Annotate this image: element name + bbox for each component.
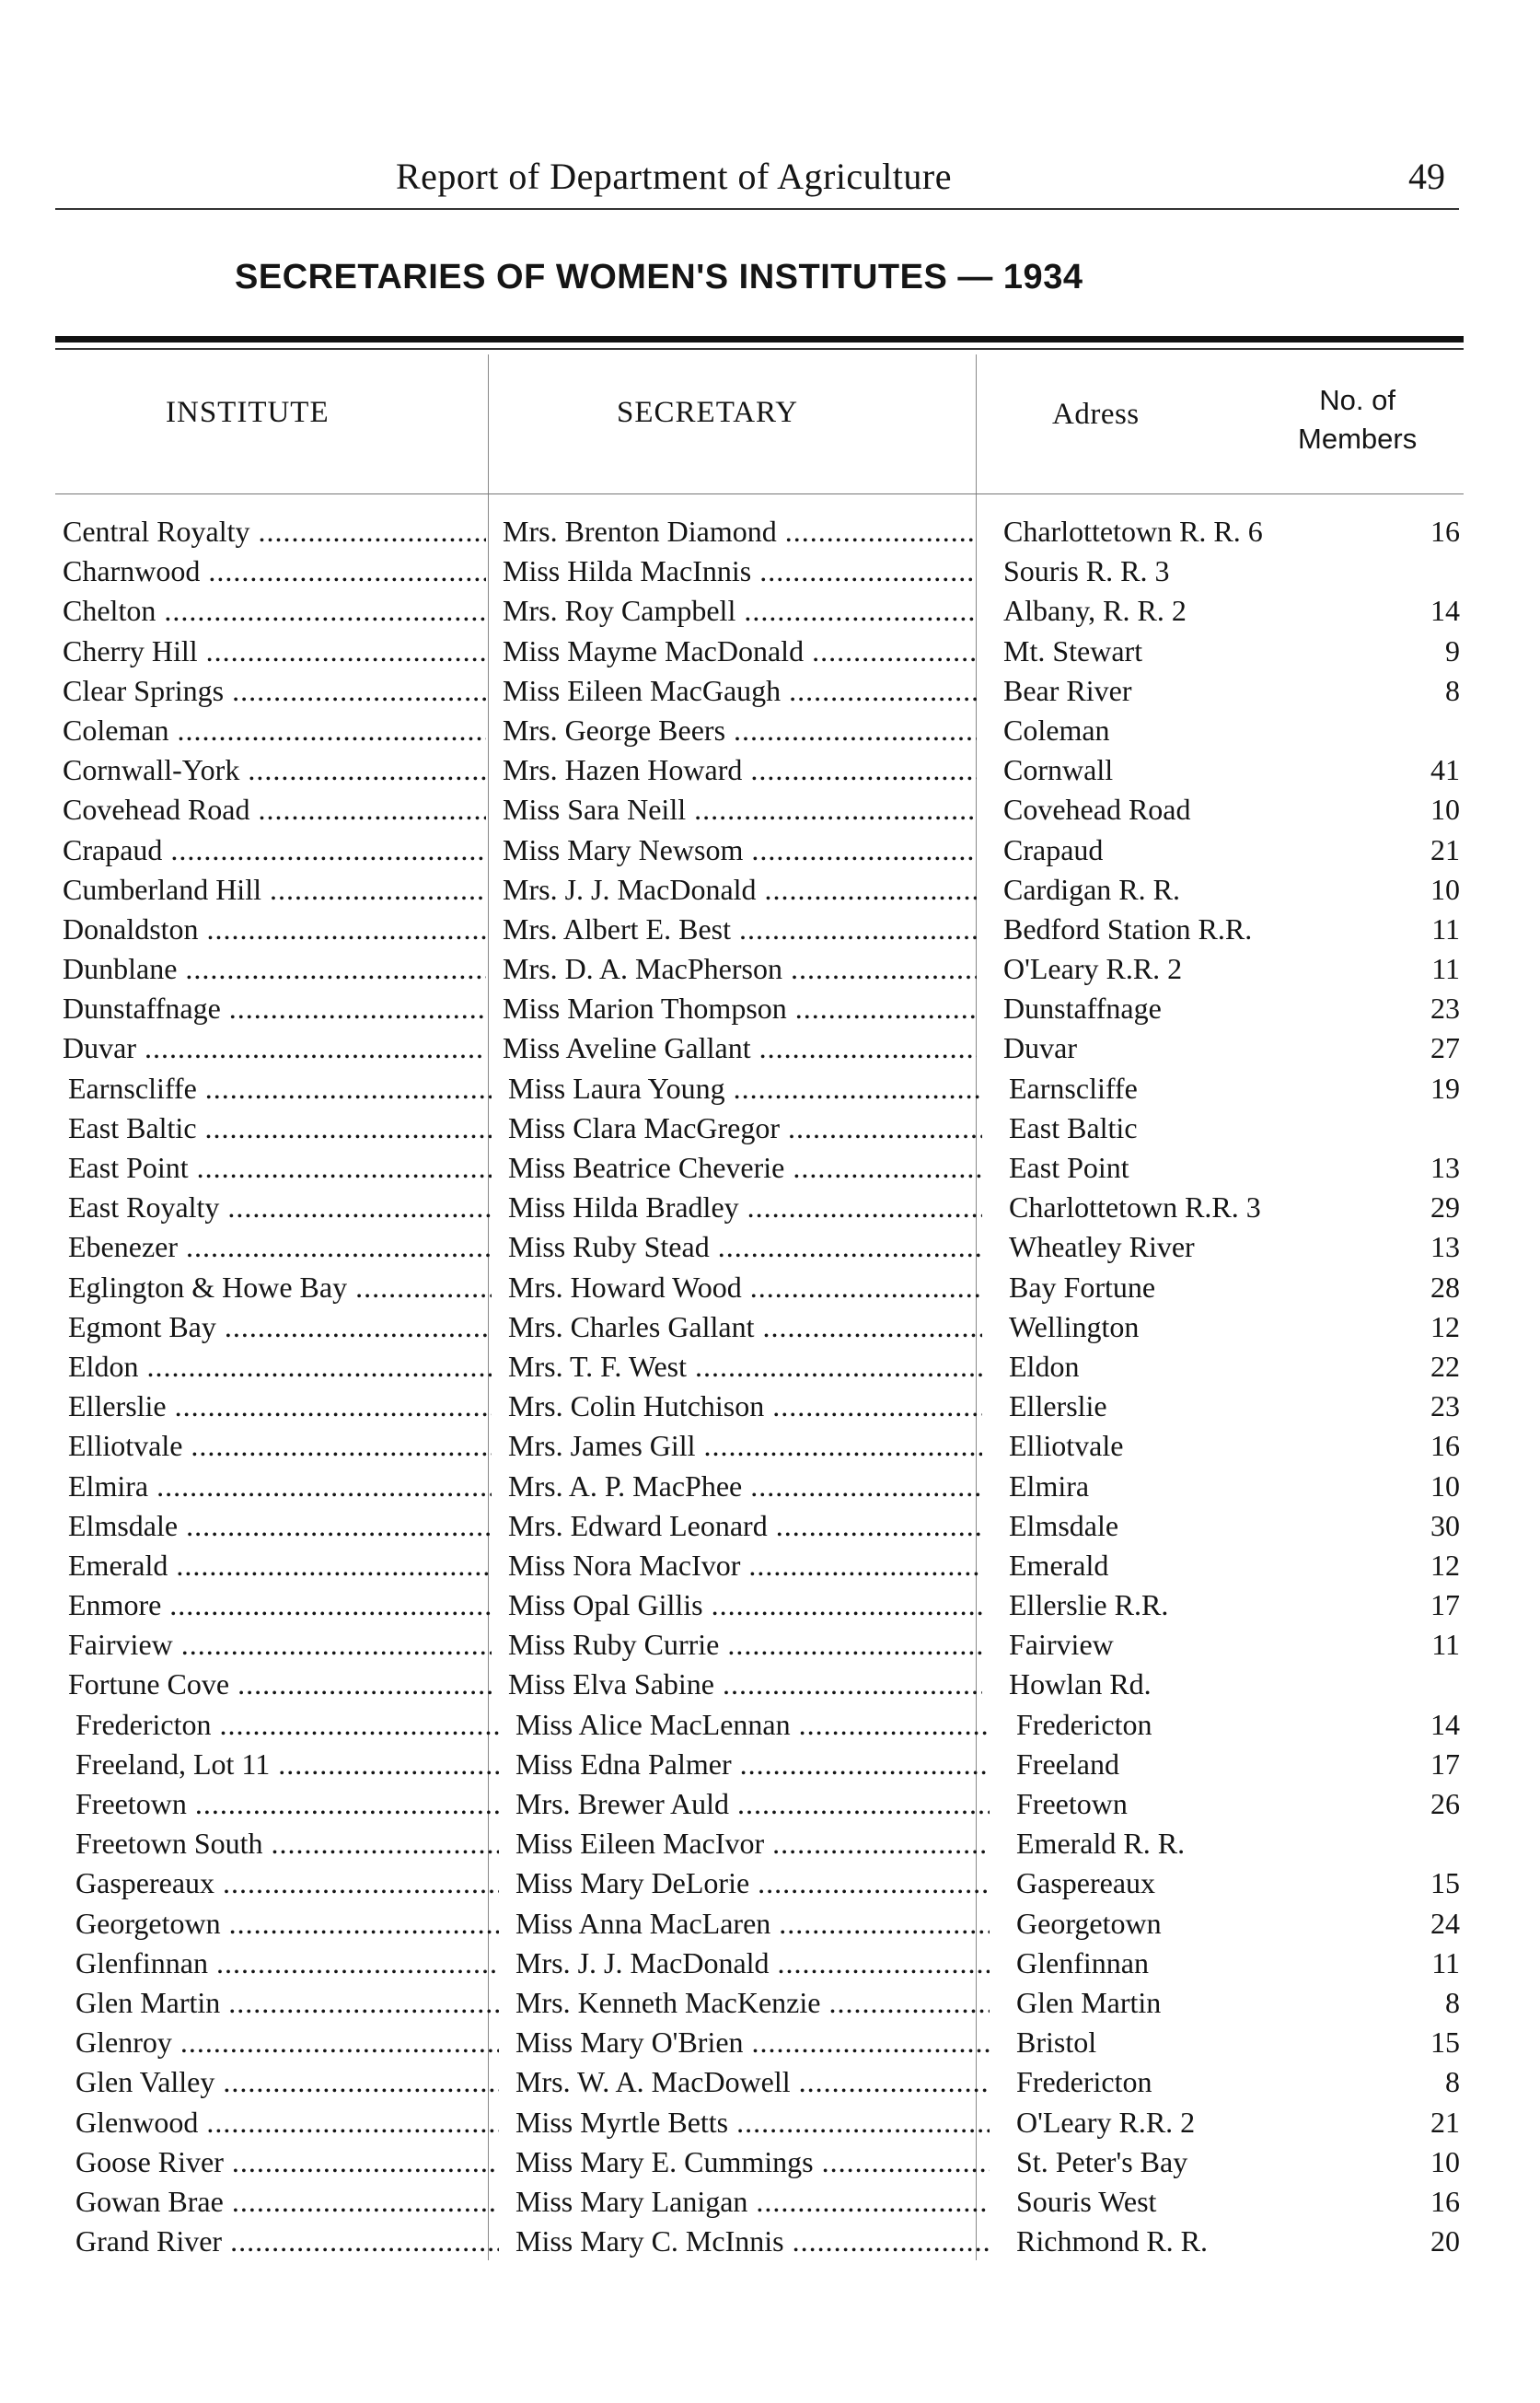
address-cell: East Baltic xyxy=(1009,1110,1138,1144)
institute-cell: Ellerslie ..... xyxy=(68,1387,492,1426)
institute-cell: Clear Springs ..... xyxy=(63,671,486,711)
table-row xyxy=(0,1546,1540,1585)
table-row xyxy=(0,2182,1540,2222)
column-header-members xyxy=(1298,381,1417,459)
secretary-cell: Mrs. Brenton Diamond ..... xyxy=(503,512,977,551)
members-cell: 11 xyxy=(1431,911,1460,946)
column-header-secretary: SECRETARY xyxy=(617,396,799,429)
secretary-cell: Mrs. Colin Hutchison ..... xyxy=(508,1387,982,1426)
secretary-cell: Mrs. A. P. MacPhee ..... xyxy=(508,1467,982,1506)
address-cell: Mt. Stewart xyxy=(1003,633,1143,668)
secretary-cell: Miss Edna Palmer ..... xyxy=(515,1745,990,1784)
secretary-cell: Mrs. Charles Gallant ..... xyxy=(508,1307,982,1347)
secretary-cell: Mrs. T. F. West ..... xyxy=(508,1347,982,1387)
secretary-cell: Miss Laura Young ..... xyxy=(508,1069,982,1109)
secretary-cell: Mrs. Edward Leonard ..... xyxy=(508,1506,982,1546)
table-row xyxy=(0,1307,1540,1347)
table-row xyxy=(0,2222,1540,2261)
secretary-cell: Miss Myrtle Betts ..... xyxy=(515,2103,990,2142)
institute-cell: Cornwall-York ..... xyxy=(63,750,486,790)
table-row xyxy=(0,1904,1540,1944)
members-cell: 17 xyxy=(1430,1588,1460,1622)
table-row xyxy=(0,1983,1540,2023)
institute-cell: Glen Martin ..... xyxy=(75,1983,499,2023)
institute-cell: Glenroy ..... xyxy=(75,2023,499,2062)
institute-cell: East Royalty ..... xyxy=(68,1188,492,1227)
address-cell: Emerald R. R. xyxy=(1016,1827,1186,1861)
table-row xyxy=(0,790,1540,830)
institute-cell: East Point ..... xyxy=(68,1148,492,1188)
secretary-cell: Miss Clara MacGregor ..... xyxy=(508,1109,982,1148)
column-header-address: Adress xyxy=(1052,398,1140,431)
members-cell: 23 xyxy=(1430,992,1460,1026)
members-cell: 12 xyxy=(1430,1548,1460,1582)
members-cell: 19 xyxy=(1430,1071,1460,1105)
address-cell: Elmira xyxy=(1009,1468,1090,1503)
address-cell: Charlottetown R.R. 3 xyxy=(1009,1190,1261,1225)
table-row xyxy=(0,2103,1540,2142)
secretary-cell: Miss Opal Gillis ..... xyxy=(508,1585,982,1625)
table-row xyxy=(0,1069,1540,1109)
secretary-cell: Miss Nora MacIvor ..... xyxy=(508,1546,982,1585)
members-cell: 8 xyxy=(1445,673,1460,707)
institute-cell: Covehead Road ..... xyxy=(63,790,486,830)
institute-cell: Egmont Bay ..... xyxy=(68,1307,492,1347)
table-row xyxy=(0,711,1540,750)
institute-cell: Gowan Brae ..... xyxy=(75,2182,499,2222)
secretary-cell: Miss Anna MacLaren ..... xyxy=(515,1904,990,1944)
secretary-cell: Miss Hilda Bradley ..... xyxy=(508,1188,982,1227)
address-cell: Fredericton xyxy=(1016,2065,1152,2099)
institute-cell: Cherry Hill ..... xyxy=(63,632,486,671)
institute-cell: Charnwood ..... xyxy=(63,551,486,591)
members-cell: 28 xyxy=(1430,1270,1460,1304)
table-row xyxy=(0,949,1540,989)
address-cell: Glenfinnan xyxy=(1016,1945,1149,1979)
table-row xyxy=(0,1585,1540,1625)
institute-cell: Freetown ..... xyxy=(75,1784,499,1824)
secretary-cell: Miss Alice MacLennan ..... xyxy=(515,1705,990,1745)
address-cell: Ellerslie xyxy=(1009,1389,1107,1423)
address-cell: Duvar xyxy=(1003,1031,1077,1065)
secretary-cell: Miss Sara Neill ..... xyxy=(503,790,977,830)
members-cell: 29 xyxy=(1430,1190,1460,1225)
institute-cell: Eglington & Howe Bay ..... xyxy=(68,1268,492,1307)
page-title: SECRETARIES OF WOMEN'S INSTITUTES — 1934 xyxy=(235,258,1083,296)
address-cell: Crapaud xyxy=(1003,832,1104,866)
table-row xyxy=(0,830,1540,870)
table-row xyxy=(0,1824,1540,1863)
institute-cell: Glenwood ..... xyxy=(75,2103,499,2142)
members-cell: 15 xyxy=(1430,2026,1460,2060)
table-top-thick-rule xyxy=(55,336,1464,342)
table-row xyxy=(0,1028,1540,1068)
members-cell: 15 xyxy=(1430,1866,1460,1900)
secretary-cell: Mrs. Howard Wood ..... xyxy=(508,1268,982,1307)
table-row xyxy=(0,1944,1540,1983)
address-cell: Eldon xyxy=(1009,1349,1080,1383)
address-cell: Bear River xyxy=(1003,673,1132,707)
institute-cell: Freetown South ..... xyxy=(75,1824,499,1863)
institute-cell: Glenfinnan ..... xyxy=(75,1944,499,1983)
address-cell: Howlan Rd. xyxy=(1009,1667,1152,1701)
table-row xyxy=(0,1745,1540,1784)
address-cell: Bay Fortune xyxy=(1009,1270,1156,1304)
address-cell: Souris West xyxy=(1016,2184,1157,2218)
institute-cell: Duvar ..... xyxy=(63,1028,486,1068)
members-cell: 11 xyxy=(1431,952,1460,986)
address-cell: Elliotvale xyxy=(1009,1429,1124,1463)
table-row xyxy=(0,1863,1540,1903)
address-cell: Coleman xyxy=(1003,713,1110,747)
header-rule xyxy=(55,208,1459,210)
secretary-cell: Miss Eileen MacIvor ..... xyxy=(515,1824,990,1863)
address-cell: Bristol xyxy=(1016,2026,1097,2060)
secretary-cell: Mrs. W. A. MacDowell ..... xyxy=(515,2062,990,2102)
institute-cell: Elliotvale ..... xyxy=(68,1426,492,1466)
table-row xyxy=(0,1665,1540,1704)
secretary-cell: Miss Mary O'Brien ..... xyxy=(515,2023,990,2062)
address-cell: Albany, R. R. 2 xyxy=(1003,594,1187,628)
institutes-table-body xyxy=(0,512,1540,2261)
members-cell: 12 xyxy=(1430,1309,1460,1343)
members-cell: 14 xyxy=(1430,594,1460,628)
secretary-cell: Miss Mayme MacDonald ..... xyxy=(503,632,977,671)
members-cell: 13 xyxy=(1430,1151,1460,1184)
secretary-cell: Mrs. Brewer Auld ..... xyxy=(515,1784,990,1824)
institute-cell: East Baltic ..... xyxy=(68,1109,492,1148)
table-row xyxy=(0,2062,1540,2102)
table-row xyxy=(0,1347,1540,1387)
address-cell: Freeland xyxy=(1016,1747,1119,1781)
table-row xyxy=(0,1705,1540,1745)
institute-cell: Chelton ..... xyxy=(63,591,486,631)
header-bottom-rule xyxy=(55,493,1464,494)
address-cell: Elmsdale xyxy=(1009,1508,1119,1542)
table-row xyxy=(0,1268,1540,1307)
institute-cell: Fredericton ..... xyxy=(75,1705,499,1745)
institute-cell: Dunstaffnage ..... xyxy=(63,989,486,1028)
table-top-thin-rule xyxy=(55,348,1464,350)
members-cell: 11 xyxy=(1431,1628,1460,1662)
members-cell: 11 xyxy=(1431,1945,1460,1979)
secretary-cell: Miss Eileen MacGaugh ..... xyxy=(503,671,977,711)
address-cell: Cornwall xyxy=(1003,753,1114,787)
institute-cell: Coleman ..... xyxy=(63,711,486,750)
members-cell: 26 xyxy=(1430,1787,1460,1820)
address-cell: O'Leary R.R. 2 xyxy=(1016,2105,1196,2139)
table-row xyxy=(0,1467,1540,1506)
table-row xyxy=(0,2142,1540,2182)
institute-cell: Freeland, Lot 11 ..... xyxy=(75,1745,499,1784)
institute-cell: Emerald ..... xyxy=(68,1546,492,1585)
members-cell: 9 xyxy=(1445,633,1460,668)
table-row xyxy=(0,1109,1540,1148)
members-cell: 10 xyxy=(1430,2144,1460,2178)
institute-cell: Elmsdale ..... xyxy=(68,1506,492,1546)
address-cell: Glen Martin xyxy=(1016,1985,1162,2019)
institute-cell: Goose River ..... xyxy=(75,2142,499,2182)
address-cell: Wheatley River xyxy=(1009,1230,1195,1264)
address-cell: Fairview xyxy=(1009,1628,1114,1662)
members-cell: 13 xyxy=(1430,1230,1460,1264)
table-row xyxy=(0,1784,1540,1824)
members-cell: 10 xyxy=(1430,793,1460,827)
table-row xyxy=(0,1188,1540,1227)
table-row xyxy=(0,1625,1540,1665)
secretary-cell: Miss Mary C. McInnis ..... xyxy=(515,2222,990,2261)
table-row xyxy=(0,989,1540,1028)
address-cell: Richmond R. R. xyxy=(1016,2224,1209,2258)
address-cell: Gaspereaux xyxy=(1016,1866,1156,1900)
table-row xyxy=(0,512,1540,551)
institute-cell: Enmore ..... xyxy=(68,1585,492,1625)
institute-cell: Fairview ..... xyxy=(68,1625,492,1665)
secretary-cell: Mrs. George Beers ..... xyxy=(503,711,977,750)
column-header-members-line1: No. of xyxy=(1319,384,1395,416)
address-cell: Cardigan R. R. xyxy=(1003,872,1180,906)
address-cell: Fredericton xyxy=(1016,1707,1152,1741)
members-cell: 8 xyxy=(1445,2065,1460,2099)
address-cell: Covehead Road xyxy=(1003,793,1191,827)
address-cell: Freetown xyxy=(1016,1787,1128,1820)
institute-cell: Eldon ..... xyxy=(68,1347,492,1387)
table-row xyxy=(0,1506,1540,1546)
institute-cell: Georgetown ..... xyxy=(75,1904,499,1944)
members-cell: 21 xyxy=(1430,2105,1460,2139)
institute-cell: Grand River ..... xyxy=(75,2222,499,2261)
table-row xyxy=(0,671,1540,711)
table-row xyxy=(0,750,1540,790)
address-cell: Souris R. R. 3 xyxy=(1003,554,1170,588)
page-number: 49 xyxy=(1408,156,1445,197)
members-cell: 10 xyxy=(1430,1468,1460,1503)
institute-cell: Earnscliffe ..... xyxy=(68,1069,492,1109)
address-cell: O'Leary R.R. 2 xyxy=(1003,952,1183,986)
secretary-cell: Miss Mary DeLorie ..... xyxy=(515,1863,990,1903)
secretary-cell: Miss Ruby Currie ..... xyxy=(508,1625,982,1665)
members-cell: 21 xyxy=(1430,832,1460,866)
table-row xyxy=(0,591,1540,631)
column-header-institute: INSTITUTE xyxy=(166,396,330,429)
members-cell: 16 xyxy=(1430,515,1460,548)
members-cell: 24 xyxy=(1430,1906,1460,1940)
institute-cell: Elmira ..... xyxy=(68,1467,492,1506)
address-cell: St. Peter's Bay xyxy=(1016,2144,1188,2178)
secretary-cell: Mrs. Hazen Howard ..... xyxy=(503,750,977,790)
secretary-cell: Miss Mary E. Cummings ..... xyxy=(515,2142,990,2182)
members-cell: 41 xyxy=(1430,753,1460,787)
secretary-cell: Miss Beatrice Cheverie ..... xyxy=(508,1148,982,1188)
table-row xyxy=(0,1227,1540,1267)
secretary-cell: Miss Ruby Stead ..... xyxy=(508,1227,982,1267)
table-row xyxy=(0,1148,1540,1188)
secretary-cell: Mrs. James Gill ..... xyxy=(508,1426,982,1466)
secretary-cell: Mrs. Kenneth MacKenzie ..... xyxy=(515,1983,990,2023)
institute-cell: Dunblane ..... xyxy=(63,949,486,989)
table-row xyxy=(0,910,1540,949)
members-cell: 10 xyxy=(1430,872,1460,906)
members-cell: 14 xyxy=(1430,1707,1460,1741)
secretary-cell: Miss Aveline Gallant ..... xyxy=(503,1028,977,1068)
address-cell: Wellington xyxy=(1009,1309,1140,1343)
institute-cell: Ebenezer ..... xyxy=(68,1227,492,1267)
column-header-members-line2: Members xyxy=(1298,423,1418,455)
institute-cell: Gaspereaux ..... xyxy=(75,1863,499,1903)
institute-cell: Crapaud ..... xyxy=(63,830,486,870)
members-cell: 23 xyxy=(1430,1389,1460,1423)
secretary-cell: Miss Elva Sabine ..... xyxy=(508,1665,982,1704)
running-header-title: Report of Department of Agriculture xyxy=(396,156,952,197)
table-row xyxy=(0,1387,1540,1426)
table-row xyxy=(0,870,1540,910)
members-cell: 17 xyxy=(1430,1747,1460,1781)
address-cell: East Point xyxy=(1009,1151,1129,1184)
address-cell: Dunstaffnage xyxy=(1003,992,1162,1026)
address-cell: Georgetown xyxy=(1016,1906,1162,1940)
institute-cell: Donaldston ..... xyxy=(63,910,486,949)
address-cell: Emerald xyxy=(1009,1548,1109,1582)
members-cell: 27 xyxy=(1430,1031,1460,1065)
institute-cell: Cumberland Hill ..... xyxy=(63,870,486,910)
address-cell: Charlottetown R. R. 6 xyxy=(1003,515,1263,548)
secretary-cell: Mrs. J. J. MacDonald ..... xyxy=(515,1944,990,1983)
table-row xyxy=(0,1426,1540,1466)
institute-cell: Glen Valley ..... xyxy=(75,2062,499,2102)
institute-cell: Fortune Cove ..... xyxy=(68,1665,492,1704)
table-row xyxy=(0,551,1540,591)
secretary-cell: Miss Mary Lanigan ..... xyxy=(515,2182,990,2222)
members-cell: 22 xyxy=(1430,1349,1460,1383)
address-cell: Ellerslie R.R. xyxy=(1009,1588,1169,1622)
secretary-cell: Mrs. Albert E. Best ..... xyxy=(503,910,977,949)
members-cell: 30 xyxy=(1430,1508,1460,1542)
institute-cell: Central Royalty ..... xyxy=(63,512,486,551)
members-cell: 20 xyxy=(1430,2224,1460,2258)
secretary-cell: Mrs. J. J. MacDonald ..... xyxy=(503,870,977,910)
secretary-cell: Miss Mary Newsom ..... xyxy=(503,830,977,870)
address-cell: Bedford Station R.R. xyxy=(1003,911,1253,946)
address-cell: Earnscliffe xyxy=(1009,1071,1138,1105)
secretary-cell: Miss Marion Thompson ..... xyxy=(503,989,977,1028)
secretary-cell: Mrs. Roy Campbell ..... xyxy=(503,591,977,631)
secretary-cell: Mrs. D. A. MacPherson ..... xyxy=(503,949,977,989)
members-cell: 16 xyxy=(1430,1429,1460,1463)
table-row xyxy=(0,2023,1540,2062)
members-cell: 8 xyxy=(1445,1985,1460,2019)
table-row xyxy=(0,632,1540,671)
members-cell: 16 xyxy=(1430,2184,1460,2218)
secretary-cell: Miss Hilda MacInnis ..... xyxy=(503,551,977,591)
